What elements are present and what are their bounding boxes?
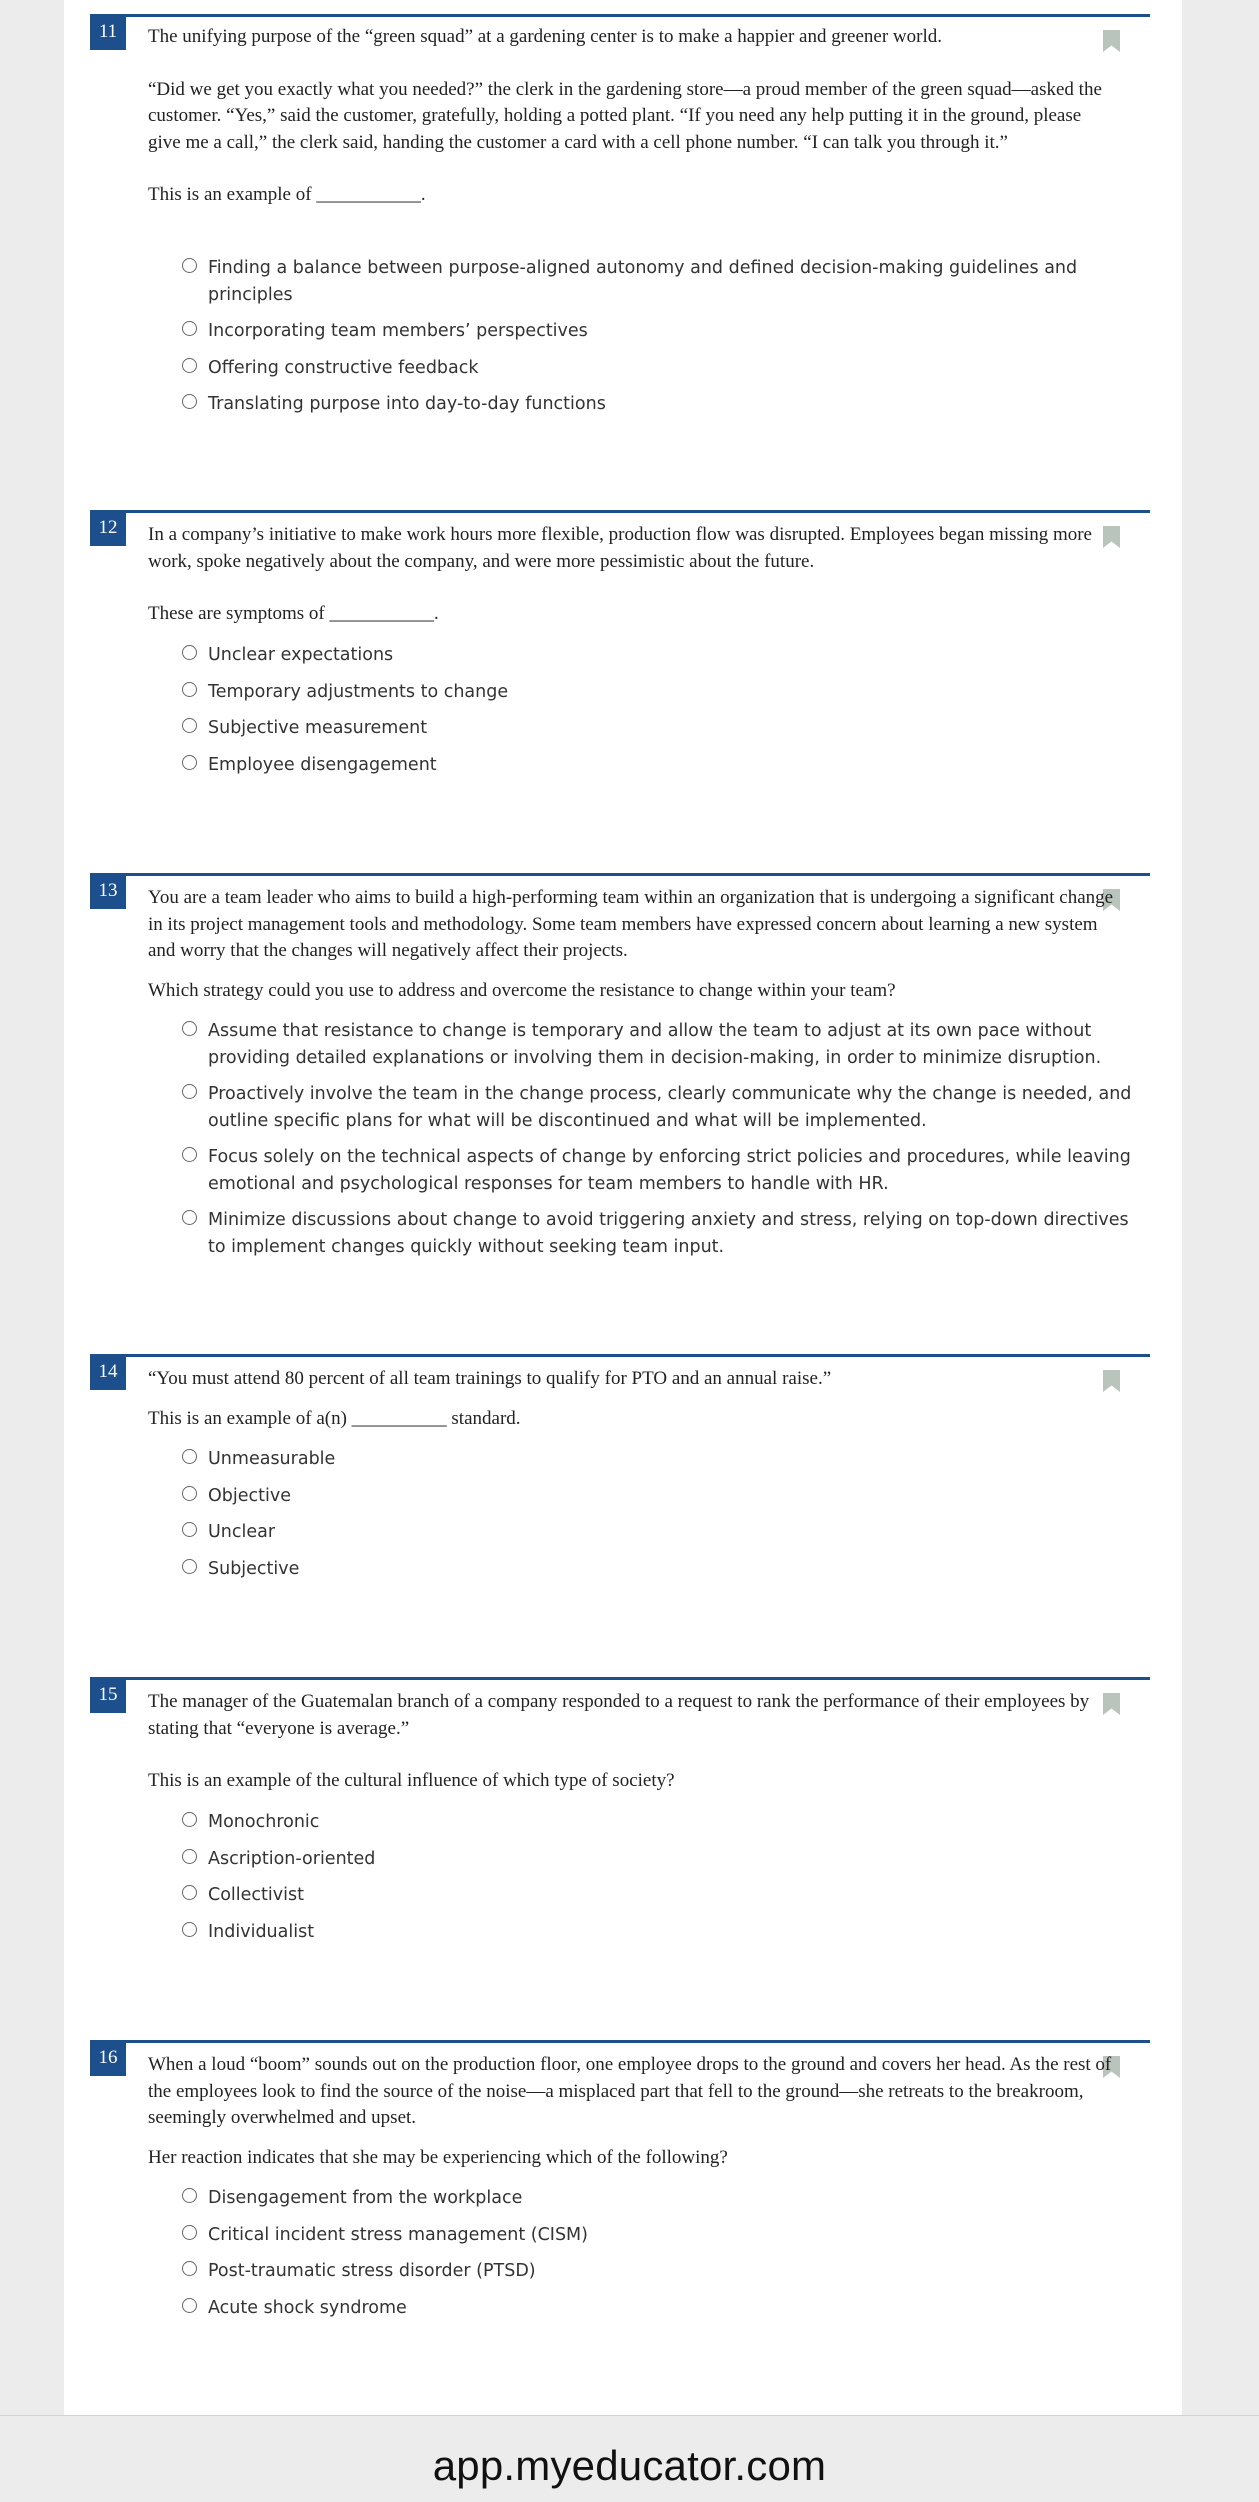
radio-button[interactable]: [182, 358, 197, 373]
radio-button[interactable]: [182, 2298, 197, 2313]
option-label: Minimize discussions about change to avoid triggering anxiety and stress, relying on top-down directives to implement changes quickly without seeking team input.: [208, 1210, 1129, 1257]
question-divider: [90, 510, 1150, 513]
prompt-paragraph: The unifying purpose of the “green squad” at a gardening center is to make a happier and greener world.: [148, 26, 942, 47]
answer-option[interactable]: [182, 1556, 1142, 1583]
option-label: Unclear: [208, 1522, 276, 1542]
option-label: Temporary adjustments to change: [208, 681, 509, 702]
answer-option[interactable]: [182, 2295, 1142, 2322]
option-label: Employee disengagement: [208, 754, 437, 775]
radio-button[interactable]: [182, 1885, 197, 1900]
radio-button[interactable]: [182, 1559, 197, 1574]
site-url[interactable]: app.myeducator.com: [432, 2442, 827, 2489]
option-label: Translating purpose into day-to-day functions: [208, 394, 606, 414]
answer-option[interactable]: [182, 1919, 1142, 1946]
option-label: Post-traumatic stress disorder (PTSD): [208, 2261, 536, 2281]
prompt-paragraph: Her reaction indicates that she may be experiencing which of the following?: [148, 2146, 728, 2168]
prompt-paragraph: This is an example of a(n) __________ standard.: [148, 1407, 521, 1429]
option-label: Critical incident stress management (CISM): [208, 2224, 588, 2245]
answer-options: [182, 642, 1142, 778]
radio-button[interactable]: [182, 394, 197, 409]
radio-button[interactable]: [182, 258, 197, 273]
radio-button[interactable]: [182, 682, 197, 697]
option-label: Finding a balance between purpose-aligned autonomy and defined decision-making guidelines and principles: [208, 258, 1078, 305]
question-prompt: [148, 2052, 1118, 2171]
radio-button[interactable]: [182, 2261, 197, 2276]
question-prompt: [148, 1689, 1118, 1795]
radio-button[interactable]: [182, 1486, 197, 1501]
answer-option[interactable]: [182, 752, 1142, 779]
prompt-paragraph: These are symptoms of ___________.: [148, 603, 439, 624]
prompt-paragraph: In a company’s initiative to make work hours more flexible, production flow was disrupted. Employees began missing more work, spoke negatively about the company, and were more pessimistic about the future.: [148, 524, 1092, 572]
answer-option[interactable]: [182, 1081, 1142, 1134]
radio-button[interactable]: [182, 321, 197, 336]
radio-button[interactable]: [182, 755, 197, 770]
answer-option[interactable]: [182, 1519, 1142, 1546]
prompt-paragraph: “Did we get you exactly what you needed?” the clerk in the gardening store—a proud member of the green squad—asked the customer. “Yes,” said the customer, gratefully, holding a potted plant. “If you need any help putting it in the ground, please give me a call,” the clerk said, handing the customer a card with a cell phone number. “I can talk you through it.”: [148, 78, 1102, 153]
prompt-paragraph: When a loud “boom” sounds out on the production floor, one employee drops to the ground and covers her head. As the rest of the employees look to find the source of the noise—a misplaced part that fell to the ground—she retreats to the breakroom, seemingly overwhelmed and upset.: [148, 2054, 1112, 2128]
question-prompt: [148, 1366, 1118, 1432]
answer-options: [182, 1446, 1142, 1582]
question-divider: [90, 873, 1150, 876]
option-label: Monochronic: [208, 1812, 320, 1832]
radio-button[interactable]: [182, 1922, 197, 1937]
question-divider: [90, 14, 1150, 17]
answer-option[interactable]: [182, 355, 1142, 382]
radio-button[interactable]: [182, 1084, 197, 1099]
answer-option[interactable]: [182, 255, 1142, 308]
answer-option[interactable]: [182, 1882, 1142, 1909]
question-number: 13: [90, 873, 126, 909]
answer-option[interactable]: [182, 318, 1142, 345]
option-label: Disengagement from the workplace: [208, 2188, 523, 2208]
answer-option[interactable]: [182, 1483, 1142, 1510]
option-label: Individualist: [208, 1921, 315, 1942]
option-label: Proactively involve the team in the change process, clearly communicate why the change is needed, and outline specific plans for what will be discontinued and what will be implemented.: [208, 1084, 1132, 1131]
question-divider: [90, 1677, 1150, 1680]
answer-option[interactable]: [182, 2258, 1142, 2285]
option-label: Focus solely on the technical aspects of change by enforcing strict policies and procedures, while leaving emotional and psychological responses for team members to handle with HR.: [208, 1147, 1131, 1194]
browser-url-bar: [0, 2415, 1259, 2502]
answer-options: [182, 1018, 1142, 1260]
question-divider: [90, 2040, 1150, 2043]
option-label: Offering constructive feedback: [208, 357, 479, 378]
question-prompt: [148, 885, 1118, 1004]
prompt-paragraph: The manager of the Guatemalan branch of a company responded to a request to rank the performance of their employees by stating that “everyone is average.”: [148, 1691, 1090, 1739]
question-number: 12: [90, 510, 126, 546]
radio-button[interactable]: [182, 1522, 197, 1537]
answer-options: [182, 1809, 1142, 1945]
question-prompt: [148, 522, 1118, 628]
option-label: Assume that resistance to change is temporary and allow the team to adjust at its own pace without providing detailed explanations or involving them in decision-making, in order to minimize disruption.: [208, 1021, 1102, 1068]
radio-button[interactable]: [182, 1147, 197, 1162]
answer-option[interactable]: [182, 2222, 1142, 2249]
option-label: Acute shock syndrome: [208, 2297, 407, 2318]
radio-button[interactable]: [182, 1849, 197, 1864]
prompt-paragraph: Which strategy could you use to address and overcome the resistance to change within your team?: [148, 979, 896, 1001]
radio-button[interactable]: [182, 718, 197, 733]
answer-option[interactable]: [182, 1144, 1142, 1197]
question-divider: [90, 1354, 1150, 1357]
radio-button[interactable]: [182, 1449, 197, 1464]
radio-button[interactable]: [182, 645, 197, 660]
answer-option[interactable]: [182, 715, 1142, 742]
option-label: Incorporating team members’ perspectives: [208, 321, 588, 341]
radio-button[interactable]: [182, 1210, 197, 1225]
answer-option[interactable]: [182, 679, 1142, 706]
option-label: Subjective: [208, 1558, 300, 1579]
question-number: 15: [90, 1677, 126, 1713]
answer-option[interactable]: [182, 1809, 1142, 1836]
prompt-paragraph: You are a team leader who aims to build a high-performing team within an organization that is undergoing a significant change in its project management tools and methodology. Some team members have expressed concern about learning a new system and worry that the changes will negatively affect their projects.: [148, 887, 1114, 961]
option-label: Unmeasurable: [208, 1449, 336, 1469]
option-label: Unclear expectations: [208, 645, 394, 665]
radio-button[interactable]: [182, 1812, 197, 1827]
answer-option[interactable]: [182, 642, 1142, 669]
question-number: 16: [90, 2040, 126, 2076]
prompt-paragraph: This is an example of ___________.: [148, 184, 426, 205]
answer-option[interactable]: [182, 2185, 1142, 2212]
prompt-paragraph: “You must attend 80 percent of all team trainings to qualify for PTO and an annual raise.”: [148, 1368, 832, 1389]
option-label: Ascription-oriented: [208, 1848, 376, 1869]
radio-button[interactable]: [182, 2225, 197, 2240]
question-number: 14: [90, 1354, 126, 1390]
answer-option[interactable]: [182, 391, 1142, 418]
prompt-paragraph: This is an example of the cultural influence of which type of society?: [148, 1770, 675, 1791]
option-label: Collectivist: [208, 1885, 304, 1905]
answer-option[interactable]: [182, 1018, 1142, 1071]
question-number: 11: [90, 14, 126, 50]
question-prompt: [148, 24, 1118, 209]
option-label: Objective: [208, 1485, 291, 1506]
answer-options: [182, 255, 1142, 418]
answer-option[interactable]: [182, 1207, 1142, 1260]
option-label: Subjective measurement: [208, 718, 428, 738]
radio-button[interactable]: [182, 2188, 197, 2203]
answer-option[interactable]: [182, 1846, 1142, 1873]
radio-button[interactable]: [182, 1021, 197, 1036]
answer-options: [182, 2185, 1142, 2321]
quiz-page: [64, 0, 1182, 2415]
answer-option[interactable]: [182, 1446, 1142, 1473]
